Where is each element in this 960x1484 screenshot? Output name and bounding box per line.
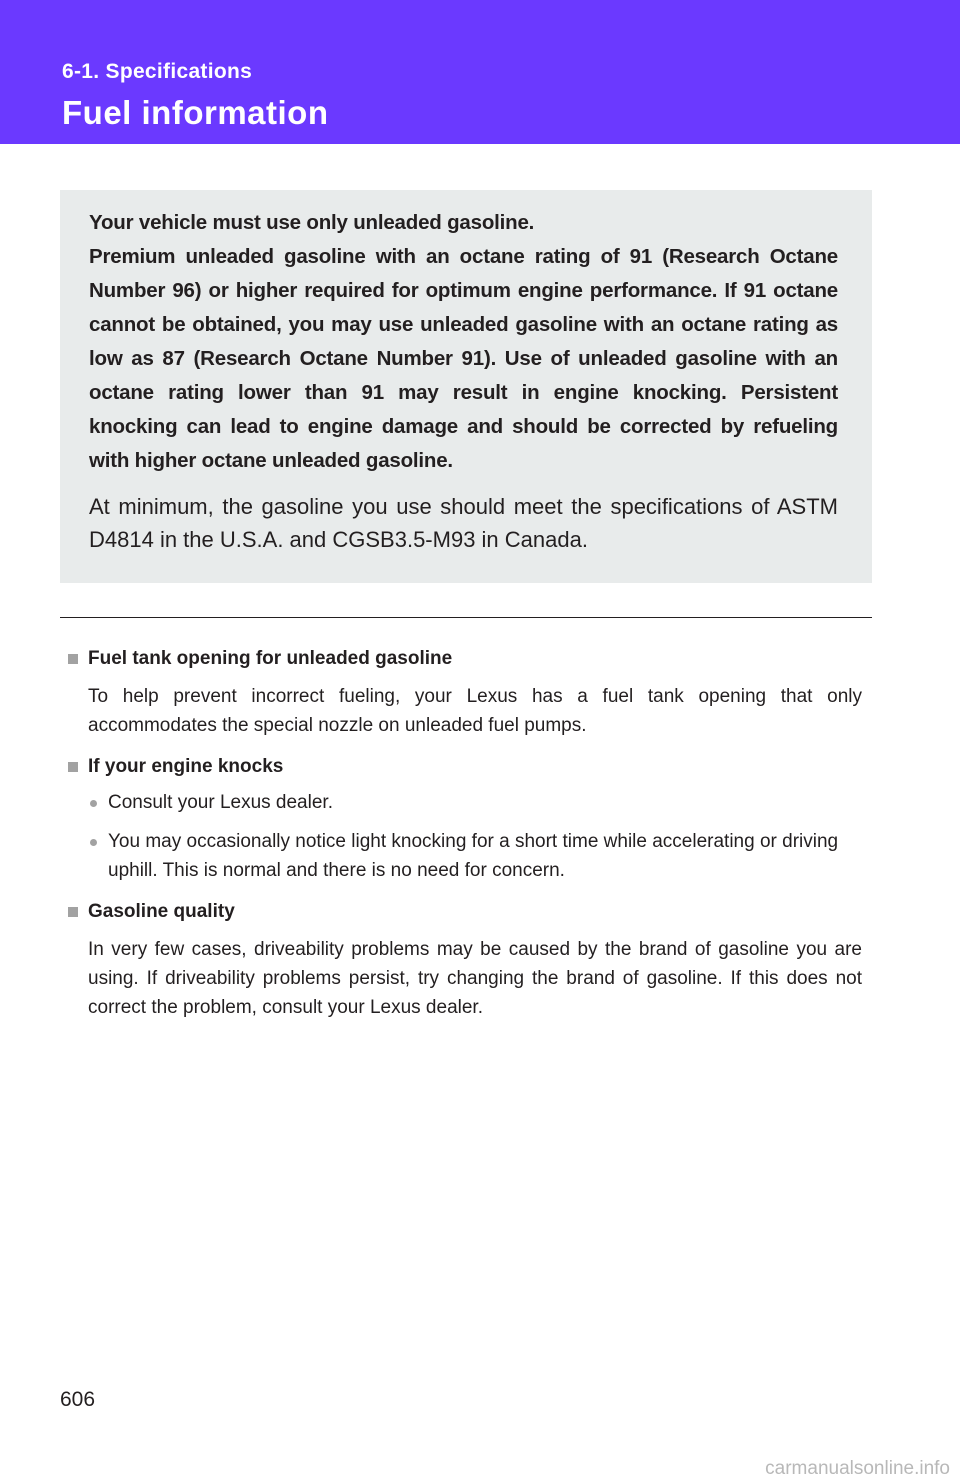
header-banner xyxy=(0,0,960,144)
note-heading-text: If your engine knocks xyxy=(88,756,284,777)
notes-section xyxy=(66,644,862,1034)
square-bullet-icon xyxy=(68,654,78,664)
note-body: To help prevent incorrect fueling, your Lexus has a fuel tank opening that only accommodates the special nozzle on unleaded fuel pumps. xyxy=(88,686,862,736)
note-heading-text: Gasoline quality xyxy=(88,901,235,922)
section-label: 6-1. Specifications xyxy=(62,60,253,83)
note-heading xyxy=(66,752,862,782)
bullet-list xyxy=(66,788,862,885)
list-item-text: You may occasionally notice light knocking for a short time while accelerating or driving uphill. This is normal and there is no need for concern. xyxy=(108,831,839,881)
section-divider xyxy=(60,617,872,618)
note-gasoline-quality xyxy=(66,897,862,1022)
dot-bullet-icon xyxy=(90,839,97,846)
page-title: Fuel information xyxy=(62,94,329,131)
page-number: 606 xyxy=(60,1388,96,1411)
dot-bullet-icon xyxy=(90,800,97,807)
square-bullet-icon xyxy=(68,762,78,772)
list-item xyxy=(108,788,862,817)
summary-spec-text: At minimum, the gasoline you use should meet the specifications of ASTM D4814 in the U.S.A. and CGSB3.5-M93 in Canada. xyxy=(89,494,838,552)
note-heading-text: Fuel tank opening for unleaded gasoline xyxy=(88,648,453,669)
note-body: In very few cases, driveability problems may be caused by the brand of gasoline you are using. If driveability problems persist, try changing the brand of gasoline. If this does not correct the problem, consult your Lexus dealer. xyxy=(88,939,862,1018)
note-engine-knocks xyxy=(66,752,862,885)
note-heading xyxy=(66,897,862,927)
list-item-text: Consult your Lexus dealer. xyxy=(108,792,333,813)
note-fuel-tank-opening xyxy=(66,644,862,740)
square-bullet-icon xyxy=(68,907,78,917)
summary-intro: Your vehicle must use only unleaded gasoline. xyxy=(89,211,535,234)
note-heading xyxy=(66,644,862,674)
watermark: carmanualsonline.info xyxy=(765,1458,950,1479)
summary-box xyxy=(60,190,872,583)
summary-octane-text: Premium unleaded gasoline with an octane rating of 91 (Research Octane Number 96) or higher required for optimum engine performance. If 91 octane cannot be obtained, you may use unleaded gasoline with an octane rating as low as 87 (Research Octane Number 91). Use of unleaded gasoline with an octane rating lower than 91 may result in engine knocking. Persistent knocking can lead to engine damage and should be corrected by refueling with higher octane unleaded gasoline. xyxy=(89,245,838,472)
list-item xyxy=(108,827,862,885)
